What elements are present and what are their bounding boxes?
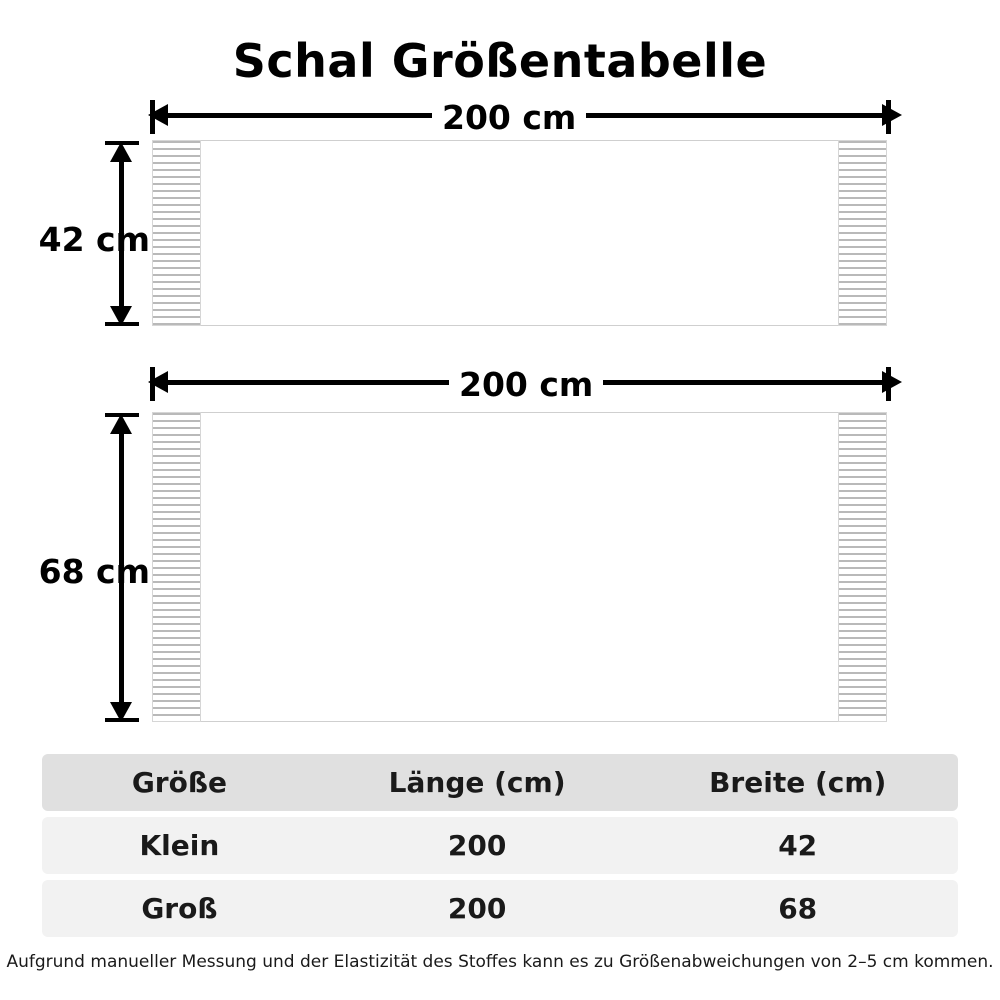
small-scarf-body	[198, 140, 840, 326]
large-scarf-fringe-left	[152, 412, 201, 722]
small-width-label: 42 cm	[38, 220, 150, 259]
cell-size: Klein	[42, 817, 317, 874]
footnote: Aufgrund manueller Messung und der Elastizität des Stoffes kann es zu Größenabweichungen von 2–5 cm kommen.	[6, 952, 994, 972]
large-length-tick-left	[150, 367, 155, 401]
cell-length: 200	[317, 817, 638, 874]
large-width-tick-top	[105, 413, 139, 417]
large-width-label: 68 cm	[38, 552, 150, 591]
cell-width: 68	[637, 880, 958, 937]
small-scarf-fringe-left	[152, 140, 201, 326]
small-length-tick-right	[886, 100, 891, 134]
small-length-arrow-right	[882, 104, 902, 126]
page-title: Schal Größentabelle	[232, 34, 768, 88]
large-scarf-fringe-right	[838, 412, 887, 722]
header-width: Breite (cm)	[637, 754, 958, 811]
table-header-row	[42, 754, 958, 811]
size-table	[42, 748, 958, 943]
cell-size: Groß	[42, 880, 317, 937]
large-length-tick-right	[886, 367, 891, 401]
large-width-tick-bottom	[105, 718, 139, 722]
small-length-label: 200 cm	[432, 98, 586, 137]
table-row	[42, 817, 958, 874]
header-size: Größe	[42, 754, 317, 811]
large-length-arrow-right	[882, 371, 902, 393]
cell-width: 42	[637, 817, 958, 874]
cell-length: 200	[317, 880, 638, 937]
small-scarf-fringe-right	[838, 140, 887, 326]
small-width-tick-top	[105, 141, 139, 145]
small-width-arrow-up	[110, 142, 132, 162]
small-length-tick-left	[150, 100, 155, 134]
small-width-tick-bottom	[105, 322, 139, 326]
large-width-arrow-up	[110, 414, 132, 434]
large-scarf-body	[198, 412, 840, 722]
header-length: Länge (cm)	[317, 754, 638, 811]
table-row	[42, 880, 958, 937]
large-length-label: 200 cm	[449, 365, 603, 404]
